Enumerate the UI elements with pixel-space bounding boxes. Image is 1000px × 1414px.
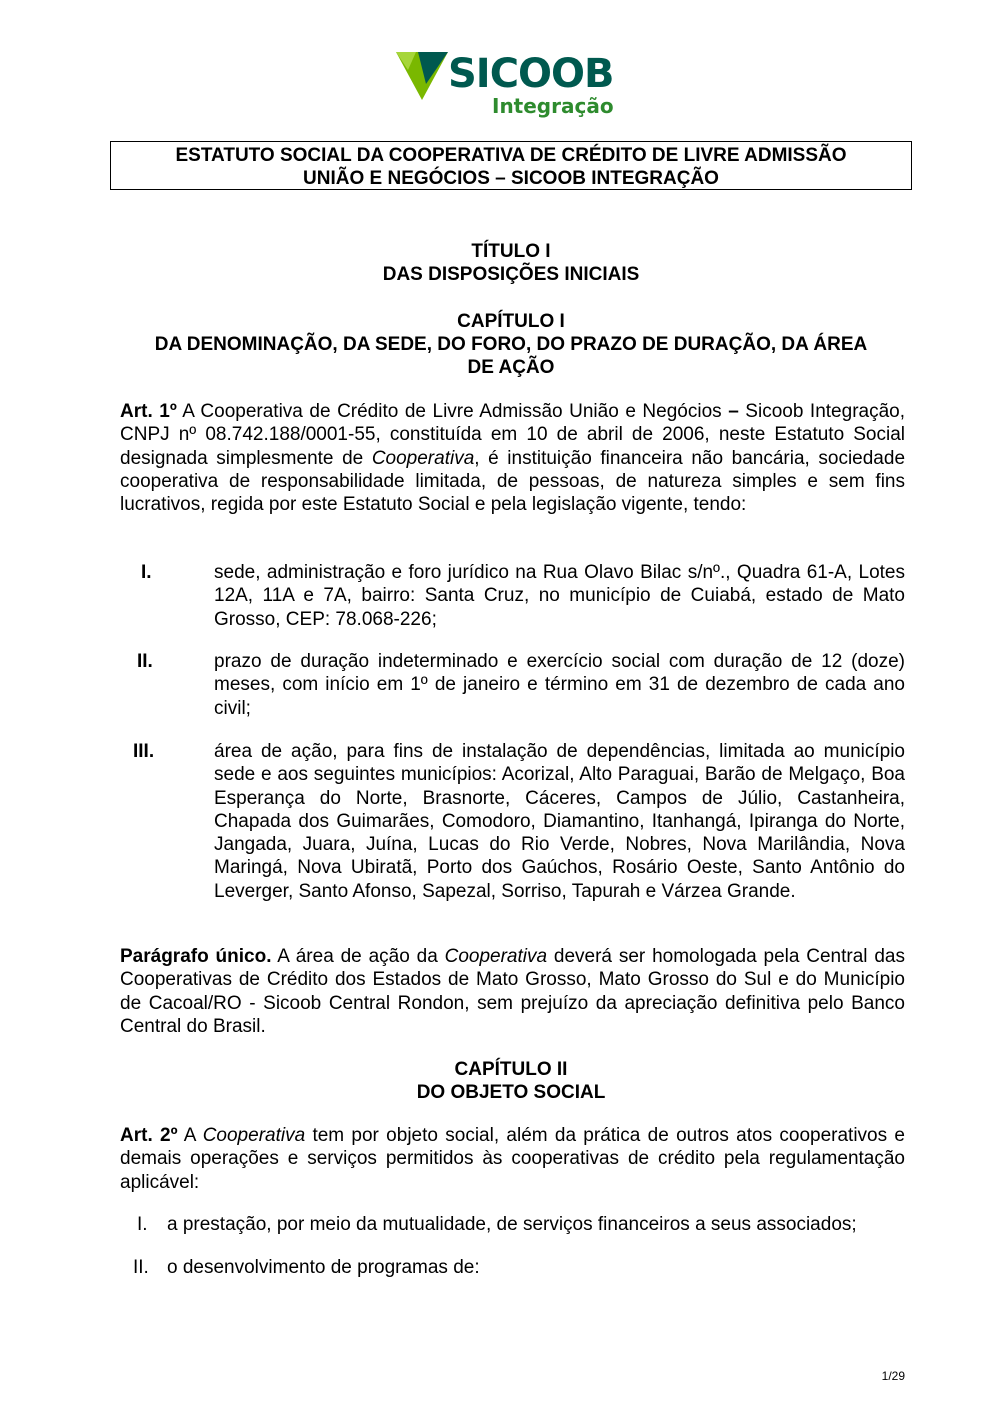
capitulo-2-heading — [110, 1058, 912, 1104]
capitulo-1-name-line-2: DE AÇÃO — [467, 357, 555, 378]
article-1 — [120, 400, 905, 516]
logo-sub-text: Integração — [492, 94, 614, 118]
article-2-item-1-text: a prestação, por meio da mutualidade, de serviços financeiros a seus associados; — [167, 1214, 857, 1235]
article-2-item-2-text: o desenvolvimento de programas de: — [167, 1257, 480, 1278]
paragrafo-unico-label: Parágrafo único. — [120, 946, 272, 967]
article-1-item-1-number: I. — [141, 562, 152, 583]
article-2-text-b: tem por objeto social, além da prática de outros atos cooperativos e demais operações e serviços permitidos às cooperativas de crédito pela regulamentação aplicável: — [120, 1125, 905, 1193]
article-2-text-a: A — [177, 1125, 203, 1146]
document-title-box — [110, 141, 912, 190]
article-1-label: Art. 1º — [120, 401, 177, 422]
capitulo-1-name-line-1: DA DENOMINAÇÃO, DA SEDE, DO FORO, DO PRAZO DE DURAÇÃO, DA ÁREA — [154, 334, 868, 355]
paragrafo-unico-text-a: A área de ação da — [271, 946, 445, 967]
sicoob-triangle-icon — [394, 50, 450, 102]
capitulo-1-number: CAPÍTULO I — [457, 311, 565, 332]
article-2-item-2-number: II. — [133, 1257, 149, 1278]
document-title-line-1: ESTATUTO SOCIAL DA COOPERATIVA DE CRÉDITO DE LIVRE ADMISSÃO — [175, 145, 847, 166]
article-1-item-3-text: área de ação, para fins de instalação de dependências, limitada ao município sede e aos seguintes municípios: Acorizal, Alto Paraguai, Barão de Melgaço, Boa Esperança do Norte, Brasnorte, Cáceres, Campos de Júlio, Castanheira, Chapada dos Guimarães, Comodoro, Diamantino, Itanhangá, Ipiranga do Norte, Jangada, Juara, Juína, Lucas do Rio Verde, Nobres, Nova Marilândia, Nova Maringá, Nova Ubiratã, Porto dos Gaúchos, Rosário Oeste, Santo Antônio do Leverger, Santo Afonso, Sapezal, Sorriso, Tapurah e Várzea Grande. — [214, 741, 905, 902]
capitulo-2-name: DO OBJETO SOCIAL — [416, 1082, 606, 1103]
capitulo-2-number: CAPÍTULO II — [454, 1059, 568, 1080]
article-2 — [120, 1124, 905, 1194]
paragrafo-unico-text-b: deverá ser homologada pela Central das Cooperativas de Crédito dos Estados de Mato Grosso, Mato Grosso do Sul e do Município de Cacoal/RO - Sicoob Central Rondon, sem prejuízo da apreciação definitiva pelo Banco Central do Brasil. — [120, 946, 905, 1037]
capitulo-1-heading — [110, 310, 912, 379]
document-title-line-2: UNIÃO E NEGÓCIOS – SICOOB INTEGRAÇÃO — [303, 168, 719, 189]
paragrafo-unico — [120, 945, 905, 1038]
article-1-text-c: , é instituição financeira não bancária, sociedade cooperativa de responsabilidade limitada, de pessoas, de natureza simples e sem fins lucrativos, regida por este Estatuto Social e pela legislação vigente, tendo: — [120, 447, 906, 516]
article-1-item-3-number: III. — [133, 741, 155, 762]
article-1-dash: – — [728, 401, 739, 422]
article-2-item-1-number: I. — [137, 1214, 148, 1235]
titulo-heading — [110, 240, 912, 286]
article-2-label: Art. 2º — [120, 1125, 178, 1146]
titulo-name: DAS DISPOSIÇÕES INICIAIS — [382, 264, 640, 285]
logo-brand-text: SICOOB — [448, 51, 614, 97]
article-1-item-2-number: II. — [137, 651, 153, 672]
paragrafo-unico-italic: Cooperativa — [444, 946, 548, 967]
article-1-text-b: Sicoob Integração, CNPJ nº 08.742.188/0001-55, constituída em 10 de abril de 2006, neste Estatuto Social designada simplesmente de — [120, 401, 905, 469]
article-1-item-1-text: sede, administração e foro jurídico na Rua Olavo Bilac s/nº., Quadra 61-A, Lotes 12A, 11A e 7A, bairro: Santa Cruz, no município de Cuiabá, estado de Mato Grosso, CEP: 78.068-226; — [214, 562, 905, 630]
sicoob-logo — [394, 50, 614, 120]
titulo-number: TÍTULO I — [471, 241, 551, 262]
article-1-text-a: A Cooperativa de Crédito de Livre Admissão União e Negócios — [176, 401, 729, 422]
article-2-italic: Cooperativa — [202, 1125, 306, 1146]
page-number: 1/29 — [881, 1369, 905, 1383]
article-1-italic: Cooperativa — [371, 447, 475, 469]
article-1-item-2-text: prazo de duração indeterminado e exercício social com duração de 12 (doze) meses, com início em 1º de janeiro e término em 31 de dezembro de cada ano civil; — [214, 651, 905, 719]
